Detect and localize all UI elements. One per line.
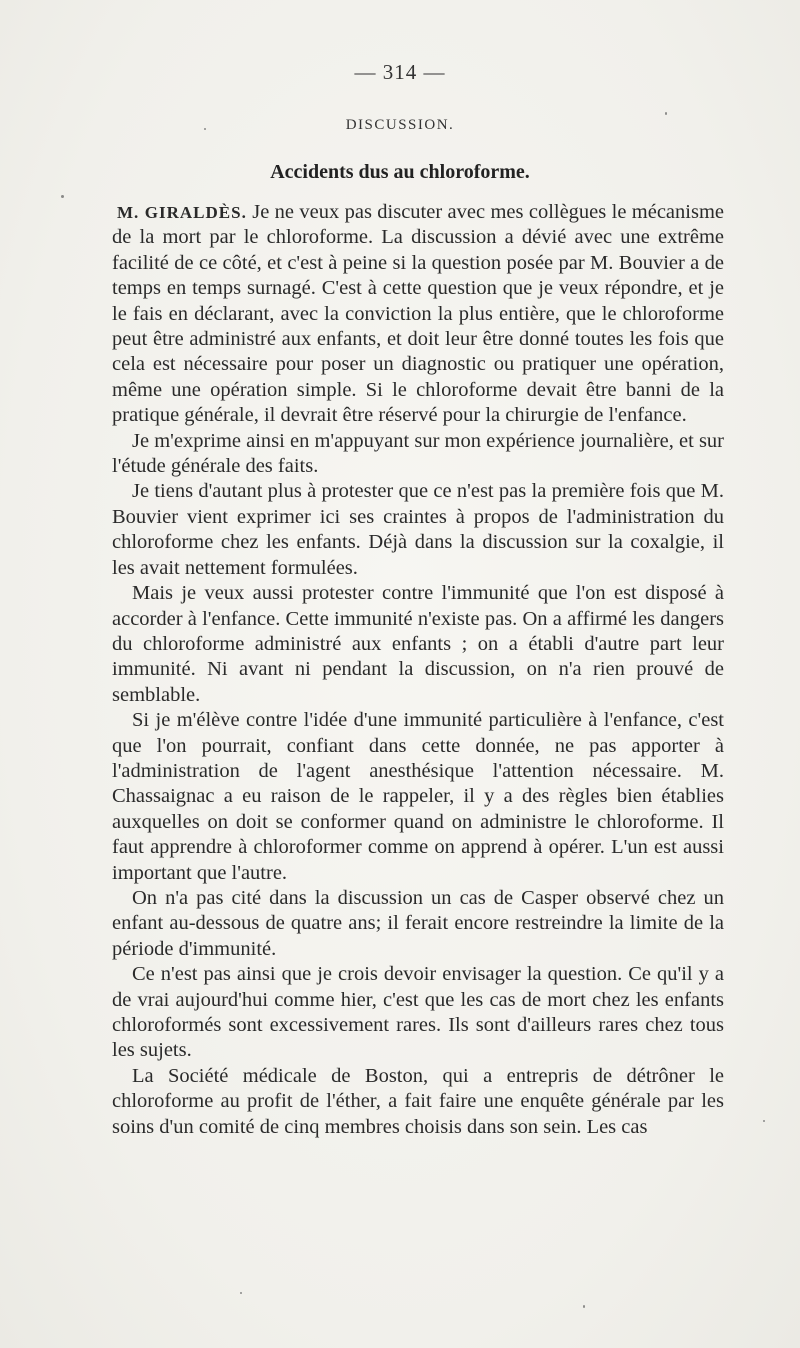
scan-speck	[204, 128, 206, 130]
speaker-name: M. GIRALDÈS.	[117, 203, 247, 222]
paragraph-1-text: Je ne veux pas discuter avec mes collègues le mécanisme de la mort par le chloroforme. La discussion a dévié avec une extrême facilité de ce côté, et c'est à peine si la question posée par M. Bouvier a de temps en temps surnagé. C'est à cette question que je veux répondre, et je le fais en déclarant, avec la conviction la plus entière, que le chloroforme peut être administré aux enfants, et doit leur être donné toutes les fois que cela est nécessaire pour poser un diagnostic ou pratiquer une opération, même une opération simple. Si le chloroforme devait être banni de la pratique générale, il devrait être réservé pour la chirurgie de l'enfance.	[112, 201, 725, 427]
paragraph-2: Je m'exprime ainsi en m'appuyant sur mon expérience journalière, et sur l'étude générale des faits.	[112, 429, 725, 478]
paragraph-4: Mais je veux aussi protester contre l'immunité que l'on est disposé à accorder à l'enfance. Cette immunité n'existe pas. On a affirmé les dangers du chloroforme administré aux enfants ; on a établi d'autre part leur immunité. Ni avant ni pendant la discussion, on n'a rien prouvé de semblable.	[112, 582, 724, 706]
paragraph-1	[112, 200, 724, 429]
paragraph-6: On n'a pas cité dans la discussion un cas de Casper observé chez un enfant au-dessous de quatre ans; il ferait encore restreindre la limite de la période d'immunité.	[112, 886, 724, 960]
scan-speck	[240, 1292, 242, 1294]
body-text	[112, 200, 724, 1140]
page-number: — 314 —	[354, 60, 446, 84]
section-title: Accidents dus au chloroforme.	[270, 161, 530, 183]
scan-speck	[763, 1120, 765, 1122]
scan-speck	[665, 112, 667, 115]
scan-speck	[583, 1305, 585, 1308]
paragraph-3: Je tiens d'autant plus à protester que ce n'est pas la première fois que M. Bouvier vient exprimer ici ses craintes à propos de l'administration du chloroforme chez les enfants. Déjà dans la discussion sur la coxalgie, il les avait nettement formulées.	[112, 480, 724, 579]
section-label: DISCUSSION.	[345, 117, 455, 133]
paragraph-7: Ce n'est pas ainsi que je crois devoir envisager la question. Ce qu'il y a de vrai aujourd'hui comme hier, c'est que les cas de mort chez les enfants chloroformés sont excessivement rares. Ils sont d'ailleurs rares chez tous les sujets.	[112, 963, 724, 1062]
paragraph-8: La Société médicale de Boston, qui a entrepris de détrôner le chloroforme au profit de l'éther, a fait faire une enquête générale par les soins d'un comité de cinq membres choisis dans son sein. Les cas	[112, 1064, 724, 1138]
scan-speck	[61, 195, 64, 198]
paragraph-5: Si je m'élève contre l'idée d'une immunité particulière à l'enfance, c'est que l'on pourrait, confiant dans cette donnée, ne pas apporter à l'administration de l'agent anesthésique l'attention nécessaire. M. Chassaignac a eu raison de le rappeler, il y a des règles bien établies auxquelles on doit se conformer quand on administre le chloroforme. Il faut apprendre à chloroformer comme on apprend à opérer. L'un est aussi important que l'autre.	[112, 709, 724, 884]
